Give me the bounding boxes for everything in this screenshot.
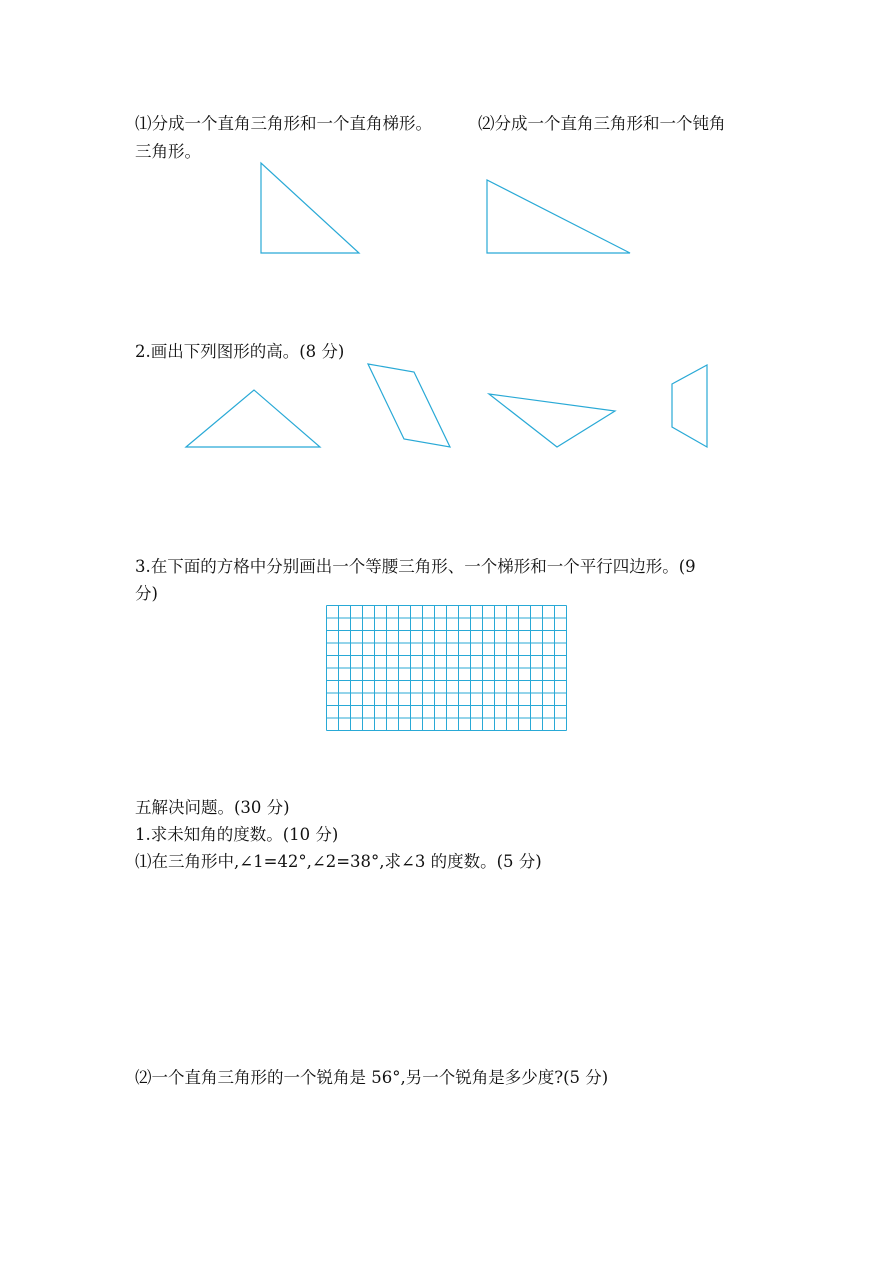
section5-title: 五解决问题。(30 分) — [135, 798, 290, 817]
section5-q1-part1: ⑴在三角形中,∠1=42°,∠2=38°,求∠3 的度数。(5 分) — [135, 852, 542, 871]
q1-part1-text: ⑴分成一个直角三角形和一个直角梯形。 — [135, 114, 432, 133]
section5-q1-title: 1.求未知角的度数。(10 分) — [135, 825, 339, 844]
q1-part2-text-continued: 三角形。 — [135, 142, 201, 161]
section5-q1-part2: ⑵一个直角三角形的一个锐角是 56°,另一个锐角是多少度?(5 分) — [135, 1068, 609, 1087]
obtuse-triangle-figure — [180, 384, 326, 452]
square-grid — [326, 605, 568, 732]
scalene-triangle-figure — [484, 388, 620, 452]
parallelogram-figure — [362, 359, 456, 452]
right-triangle-figure-2 — [482, 175, 636, 258]
q3-title-continued: 分) — [135, 584, 158, 603]
q2-title: 2.画出下列图形的高。(8 分) — [135, 342, 345, 361]
q1-part2-text: ⑵分成一个直角三角形和一个钝角 — [478, 114, 726, 133]
right-triangle-figure-1 — [255, 158, 365, 258]
q3-title: 3.在下面的方格中分别画出一个等腰三角形、一个梯形和一个平行四边形。(9 — [135, 557, 696, 576]
trapezoid-figure — [666, 360, 712, 452]
